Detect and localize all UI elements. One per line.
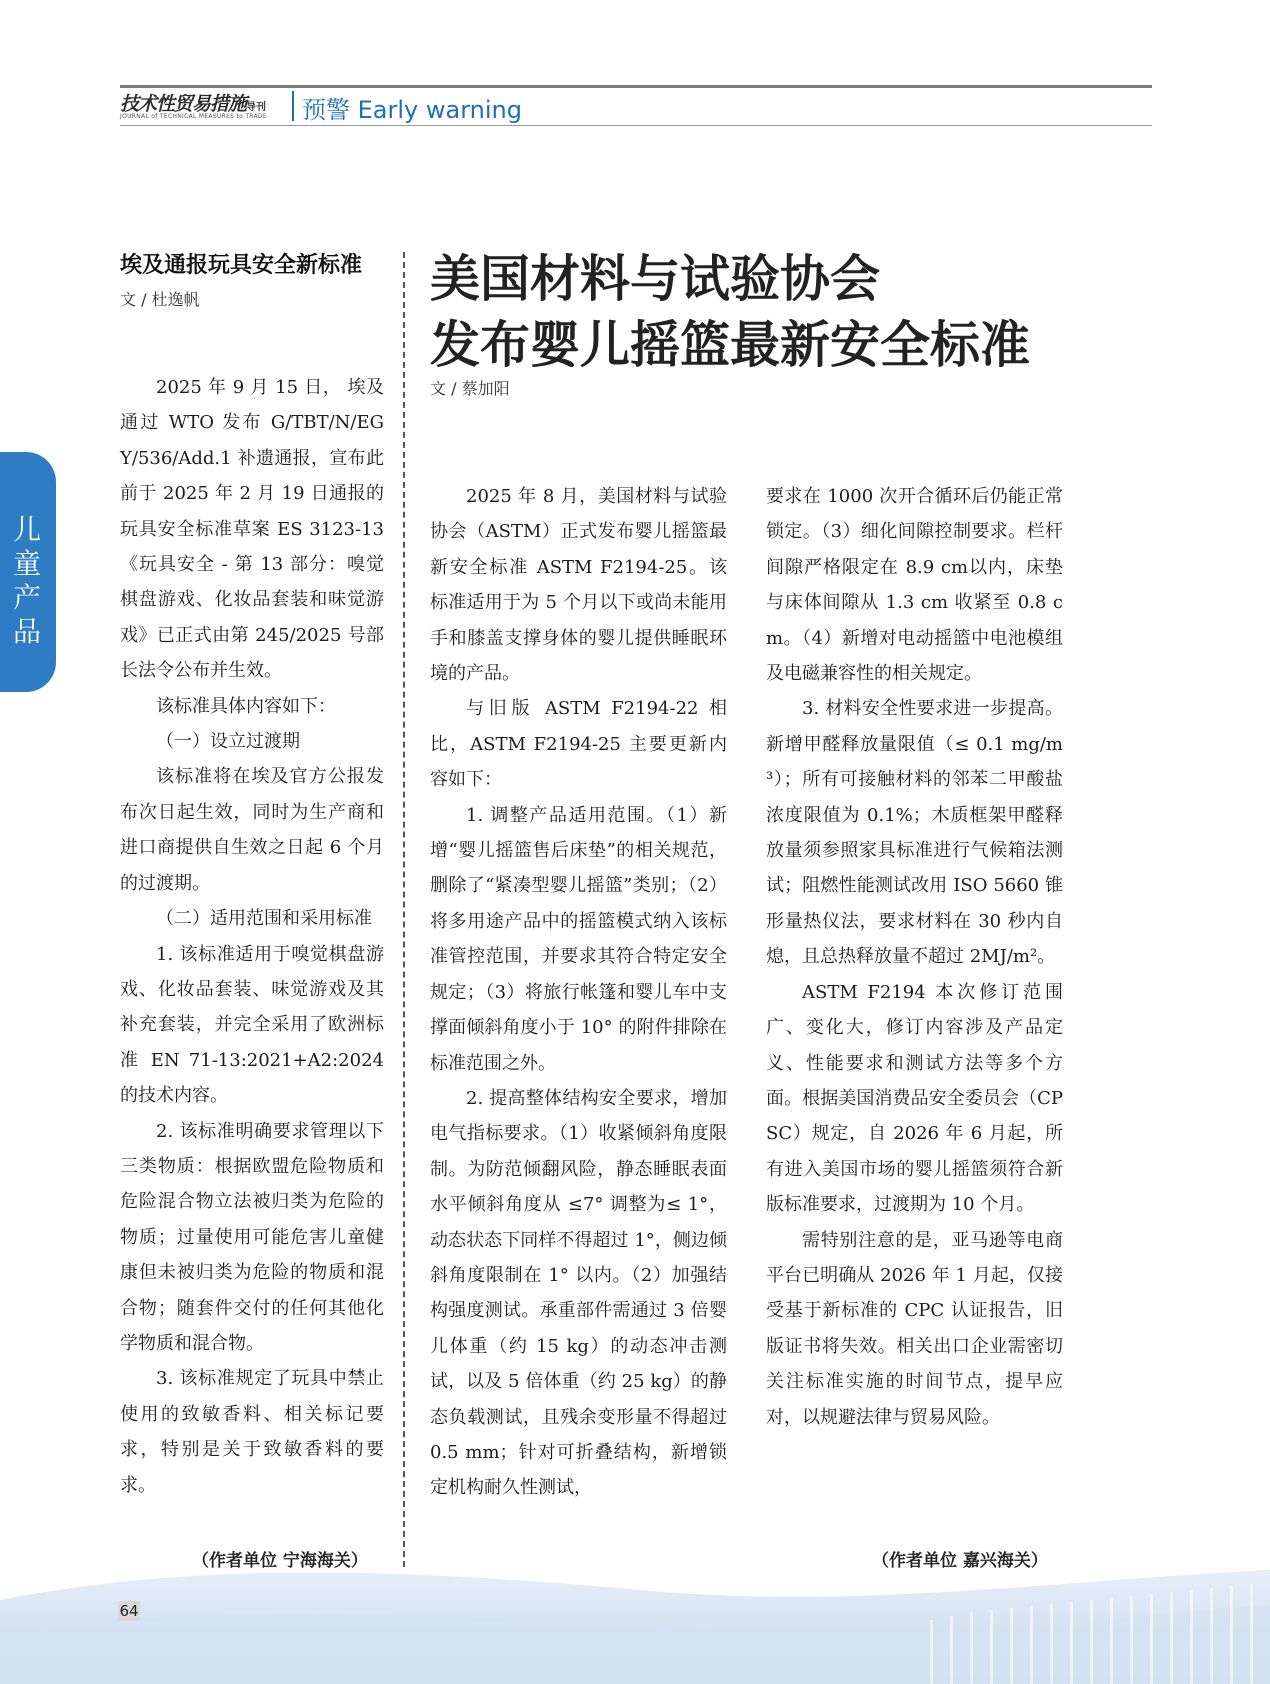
main-author-affiliation: （作者单位 嘉兴海关） (872, 1551, 1048, 1571)
header-rule-bottom (120, 125, 1152, 126)
main-article-title (430, 246, 1130, 378)
main-title-line2: 发布婴儿摇篮最新安全标准 (430, 316, 1030, 374)
paragraph: 1. 该标准适用于嗅觉棋盘游戏、化妆品套装、味觉游戏及其补充套装，并完全采用了欧洲标准 EN 71-13:2021+A2:2024 的技术内容。 (120, 943, 384, 1107)
journal-logo (120, 89, 288, 123)
section-label: 预警 Early warning (302, 96, 522, 124)
left-article-title: 埃及通报玩具安全新标准 (120, 253, 363, 278)
paragraph: （一）设立过渡期 (156, 731, 300, 753)
journal-name-en: JOURNAL of TECHNICAL MEASURES to TRADE (120, 113, 267, 120)
paragraph: （二）适用范围和采用标准 (156, 908, 372, 930)
main-article-column-2 (766, 479, 1063, 1435)
paragraph: 2025 年 8 月，美国材料与试验协会（ASTM）正式发布婴儿摇篮最新安全标准 ASTM F2194-25。该标准适用于为 5 个月以下或尚未能用手和膝盖支撑身体的婴儿提供睡眠环境的产品。 (430, 486, 727, 685)
journal-suffix: 导刊 (246, 102, 267, 113)
paragraph: ASTM F2194 本次修订范围广、变化大，修订内容涉及产品定义、性能要求和测试方法等多个方面。根据美国消费品安全委员会（CPSC）规定，自 2026 年 6 月起，所有进入美国市场的婴儿摇篮须符合新版标准要求，过渡期为 10 个月。 (766, 981, 1063, 1216)
paragraph: 3. 材料安全性要求进一步提高。新增甲醛释放量限值（≤ 0.1 mg/m³）；所有可接触材料的邻苯二甲酸盐浓度限值为 0.1%；木质框架甲醛释放量须参照家具标准进行气候箱法测试；阻燃性能测试改用 ISO 5660 锥形量热仪法，要求材料在 30 秒内自熄，且总热释放量不超过 2MJ/m²。 (766, 698, 1063, 968)
main-article-byline: 文 / 蔡加阳 (430, 379, 510, 398)
column-separator (403, 252, 405, 1567)
paragraph: 要求在 1000 次开合循环后仍能正常锁定。（3）细化间隙控制要求。栏杆间隙严格限定在 8.9 cm以内，床垫与床体间隙从 1.3 cm 收紧至 0.8 cm。（4）新增对电动摇篮中电池模组及电磁兼容性的相关规定。 (766, 486, 1063, 685)
main-article-column-1 (430, 479, 727, 1506)
journal-name: 技术性贸易措施 (120, 93, 247, 115)
left-author-affiliation: （作者单位 宁海海关） (192, 1551, 368, 1571)
paragraph: 2. 该标准明确要求管理以下三类物质：根据欧盟危险物质和危险混合物立法被归类为危险的物质；过量使用可能危害儿童健康但未被归类为危险的物质和混合物；随套件交付的任何其他化学物质和混合物。 (120, 1120, 384, 1354)
paragraph: 2. 提高整体结构安全要求，增加电气指标要求。（1）收紧倾斜角度限制。为防范倾翻风险，静态睡眠表面水平倾斜角度从 ≤7° 调整为≤ 1°，动态状态下同样不得超过 1°，侧边倾斜角度限制在 1° 以内。（2）加强结构强度测试。承重部件需通过 3 倍婴儿体重（约 15 kg）的动态冲击测试，以及 5 倍体重（约 25 kg）的静态负载测试，且残余变形量不得超过 0.5 mm；针对可折叠结构，新增锁定机构耐久性测试， (430, 1087, 727, 1499)
paragraph: 该标准将在埃及官方公报发布次日起生效，同时为生产商和进口商提供自生效之日起 6 个月的过渡期。 (120, 766, 384, 894)
paragraph: 需特别注意的是，亚马逊等电商平台已明确从 2026 年 1 月起，仅接受基于新标准的 CPC 认证报告，旧版证书将失效。相关出口企业需密切关注标准实施的时间节点，提早应对，以规避法律与贸易风险。 (766, 1229, 1063, 1428)
paragraph: 2025 年 9 月 15 日， 埃及通过 WTO 发布 G/TBT/N/EGY/536/Add.1 补遗通报，宣布此前于 2025 年 2 月 19 日通报的玩具安全标准草案 ES 3123-13《玩具安全 - 第 13 部分：嗅觉棋盘游戏、化妆品套装和味觉游戏》已正式由第 245/2025 号部长法令公布并生效。 (120, 377, 384, 682)
paragraph: 与旧版 ASTM F2194-22 相比，ASTM F2194-25 主要更新内容如下： (430, 698, 727, 791)
side-category-label: 儿童产品 (12, 513, 41, 648)
main-title-line1: 美国材料与试验协会 (430, 250, 880, 308)
header-divider (292, 91, 294, 121)
left-article-body (120, 370, 384, 1503)
footer-wave-decoration (0, 1560, 1270, 1684)
header-rule-top (120, 85, 1152, 88)
page-number: 64 (119, 1602, 139, 1620)
paragraph: 该标准具体内容如下： (156, 695, 336, 717)
paragraph: 1. 调整产品适用范围。（1）新增“婴儿摇篮售后床垫”的相关规范，删除了“紧凑型婴儿摇篮”类别；（2）将多用途产品中的摇篮模式纳入该标准管控范围，并要求其符合特定安全规定；（3）将旅行帐篷和婴儿车中支撑面倾斜角度小于 10° 的附件排除在标准范围之外。 (430, 804, 727, 1074)
left-article-byline: 文 / 杜逸帆 (120, 290, 200, 309)
paragraph: 3. 该标准规定了玩具中禁止使用的致敏香料、相关标记要求，特别是关于致敏香料的要求。 (120, 1368, 384, 1496)
